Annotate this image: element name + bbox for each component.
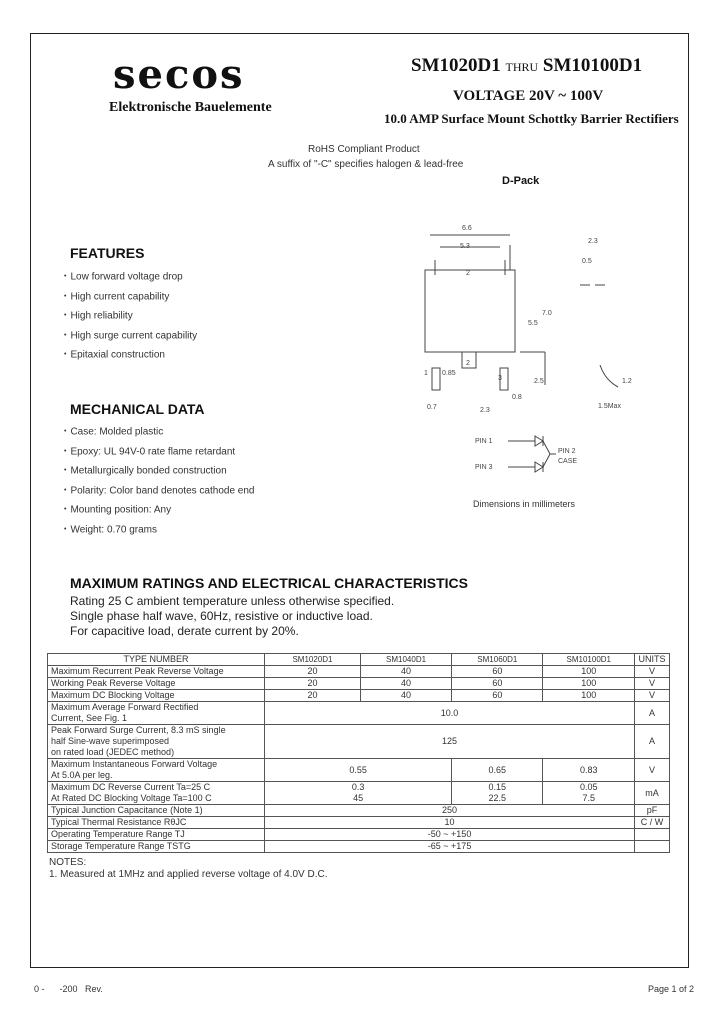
part-number-range (411, 55, 642, 77)
cell: 10.0 (265, 702, 635, 725)
cell: 100 (543, 678, 635, 690)
cell: -50 ~ +150 (265, 829, 635, 841)
pin2-label: PIN 2 (558, 448, 576, 455)
table-row (48, 702, 670, 725)
pin1-label: PIN 1 (475, 438, 493, 445)
dim-5-5: 5.5 (528, 320, 538, 327)
dim-1-5max: 1.5Max (598, 403, 621, 410)
dim-1-2: 1.2 (622, 378, 632, 385)
row-label: Typical Thermal Resistance RθJC (48, 817, 265, 829)
row-label-line: At 5.0A per leg. (51, 770, 113, 780)
part-to: SM10100D1 (542, 55, 643, 76)
header-col: SM1060D1 (452, 654, 543, 666)
table-row (48, 805, 670, 817)
cell: -65 ~ +175 (265, 841, 635, 853)
cell (543, 782, 635, 805)
cell: 20 (265, 678, 361, 690)
dim-0-8: 0.8 (512, 394, 522, 401)
mechanical-title: MECHANICAL DATA (70, 401, 205, 417)
row-label (48, 702, 265, 725)
notes-title: NOTES: (49, 857, 87, 868)
row-label: Operating Temperature Range TJ (48, 829, 265, 841)
mechanical-item: • Metallurgically bonded construction (64, 464, 254, 484)
row-label (48, 725, 265, 759)
features-list (64, 270, 197, 368)
footer-page: Page 1 of 2 (648, 984, 695, 994)
table-row (48, 841, 670, 853)
ratings-table (47, 653, 670, 853)
cell-unit: A (635, 702, 670, 725)
package-title: D-Pack (502, 175, 540, 187)
cell: 125 (265, 725, 635, 759)
cell-unit: mA (635, 782, 670, 805)
header-units: UNITS (635, 654, 670, 666)
row-label: Maximum Recurrent Peak Reverse Voltage (48, 666, 265, 678)
cell (452, 782, 543, 805)
mechanical-item: • Epoxy: UL 94V-0 rate flame retardant (64, 445, 254, 465)
dim-7-0: 7.0 (542, 310, 552, 317)
dim-2-3: 2.3 (588, 238, 598, 245)
mechanical-item: • Weight: 0.70 grams (64, 523, 254, 543)
cell: 250 (265, 805, 635, 817)
cell: 20 (265, 666, 361, 678)
mechanical-list (64, 425, 254, 542)
pin-1: 1 (424, 370, 428, 377)
row-label-line: Peak Forward Surge Current, 8.3 mS single (51, 725, 226, 735)
row-label-line: Current, See Fig. 1 (51, 713, 128, 723)
mechanical-item: • Case: Molded plastic (64, 425, 254, 445)
cell-unit: V (635, 678, 670, 690)
feature-item: • High current capability (64, 290, 197, 310)
cell-unit (635, 829, 670, 841)
notes (49, 857, 327, 881)
table-row (48, 759, 670, 782)
part-from: SM1020D1 (411, 55, 501, 76)
row-label-line: Maximum Average Forward Rectified (51, 702, 199, 712)
features-title: FEATURES (70, 245, 145, 261)
pin-2: 2 (466, 360, 470, 367)
cell: 0.65 (452, 759, 543, 782)
dimensions-note: Dimensions in millimeters (473, 499, 576, 509)
cell (265, 782, 452, 805)
table-row (48, 817, 670, 829)
footer-revision: 0 - -200 Rev. (34, 984, 103, 994)
pin-2-top: 2 (466, 270, 470, 277)
feature-item: • Epitaxial construction (64, 348, 197, 368)
rating-line: Single phase half wave, 60Hz, resistive or inductive load. (70, 609, 373, 623)
dim-0-85: 0.85 (442, 370, 456, 377)
dim-2-5: 2.5 (534, 378, 544, 385)
cell: 0.83 (543, 759, 635, 782)
mechanical-item: • Mounting position: Any (64, 503, 254, 523)
thru-label: THRU (505, 60, 539, 74)
cell: 40 (360, 690, 451, 702)
mechanical-item: • Polarity: Color band denotes cathode end (64, 484, 254, 504)
ratings-notes (70, 594, 394, 639)
cell-unit: A (635, 725, 670, 759)
case-label: CASE (558, 458, 578, 465)
cell-line: 22.5 (488, 793, 507, 803)
feature-item: • High surge current capability (64, 329, 197, 349)
voltage-range: VOLTAGE 20V ~ 100V (453, 88, 604, 104)
company-logo: secos (113, 51, 245, 98)
rating-line: Rating 25 C ambient temperature unless otherwise specified. (70, 594, 395, 608)
cell-line: 0.3 (351, 782, 365, 792)
rating-line: For capacitive load, derate current by 20%. (70, 624, 299, 638)
cell: 60 (452, 690, 543, 702)
cell-line: 0.05 (579, 782, 598, 792)
pin-3: 3 (498, 375, 502, 382)
row-label-line: Maximum Instantaneous Forward Voltage (51, 759, 218, 769)
table-row (48, 782, 670, 805)
row-label-line: Maximum DC Reverse Current Ta=25 C (51, 782, 211, 792)
cell-line: 7.5 (582, 793, 596, 803)
cell-unit: C / W (635, 817, 670, 829)
product-description: 10.0 AMP Surface Mount Schottky Barrier Rectifiers (384, 111, 679, 126)
cell: 60 (452, 678, 543, 690)
note-item: 1. Measured at 1MHz and applied reverse voltage of 4.0V D.C. (49, 869, 328, 880)
cell: 40 (360, 666, 451, 678)
header-type: TYPE NUMBER (48, 654, 265, 666)
dim-2-3-b: 2.3 (480, 407, 490, 414)
row-label-line: At Rated DC Blocking Voltage Ta=100 C (51, 793, 212, 803)
package-outline (425, 270, 515, 352)
cell: 100 (543, 666, 635, 678)
row-label: Storage Temperature Range TSTG (48, 841, 265, 853)
table-row (48, 666, 670, 678)
row-label (48, 782, 265, 805)
row-label-line: on rated load (JEDEC method) (51, 747, 175, 757)
row-label: Working Peak Reverse Voltage (48, 678, 265, 690)
cell-unit: V (635, 666, 670, 678)
table-row (48, 829, 670, 841)
diode-symbol (508, 436, 556, 472)
company-name: Elektronische Bauelemente (109, 100, 272, 115)
ratings-title: MAXIMUM RATINGS AND ELECTRICAL CHARACTERISTICS (70, 575, 468, 591)
cell-unit: V (635, 759, 670, 782)
cell: 60 (452, 666, 543, 678)
row-label-line: half Sine-wave superimposed (51, 736, 170, 746)
rohs-text: RoHS Compliant Product (308, 144, 420, 155)
table-row (48, 678, 670, 690)
dim-0-5: 0.5 (582, 258, 592, 265)
row-label: Maximum DC Blocking Voltage (48, 690, 265, 702)
row-label (48, 759, 265, 782)
suffix-note: A suffix of "-C" specifies halogen & lead-free (268, 159, 464, 170)
table-header-row (48, 654, 670, 666)
cell-unit: pF (635, 805, 670, 817)
feature-item: • High reliability (64, 309, 197, 329)
header-col: SM1040D1 (360, 654, 451, 666)
cell-line: 45 (353, 793, 364, 803)
feature-item: • Low forward voltage drop (64, 270, 197, 290)
table-row (48, 690, 670, 702)
cell: 0.55 (265, 759, 452, 782)
package-drawing (400, 215, 660, 515)
cell: 20 (265, 690, 361, 702)
dim-5-3: 5.3 (460, 243, 470, 250)
cell: 10 (265, 817, 635, 829)
cell: 100 (543, 690, 635, 702)
cell-line: 0.15 (488, 782, 507, 792)
header-col: SM1020D1 (265, 654, 361, 666)
cell-unit: V (635, 690, 670, 702)
header-col: SM10100D1 (543, 654, 635, 666)
row-label: Typical Junction Capacitance (Note 1) (48, 805, 265, 817)
dim-6-6: 6.6 (462, 225, 472, 232)
pin3-label: PIN 3 (475, 464, 493, 471)
cell: 40 (360, 678, 451, 690)
cell-unit (635, 841, 670, 853)
table-row (48, 725, 670, 759)
dim-0-7: 0.7 (427, 404, 437, 411)
